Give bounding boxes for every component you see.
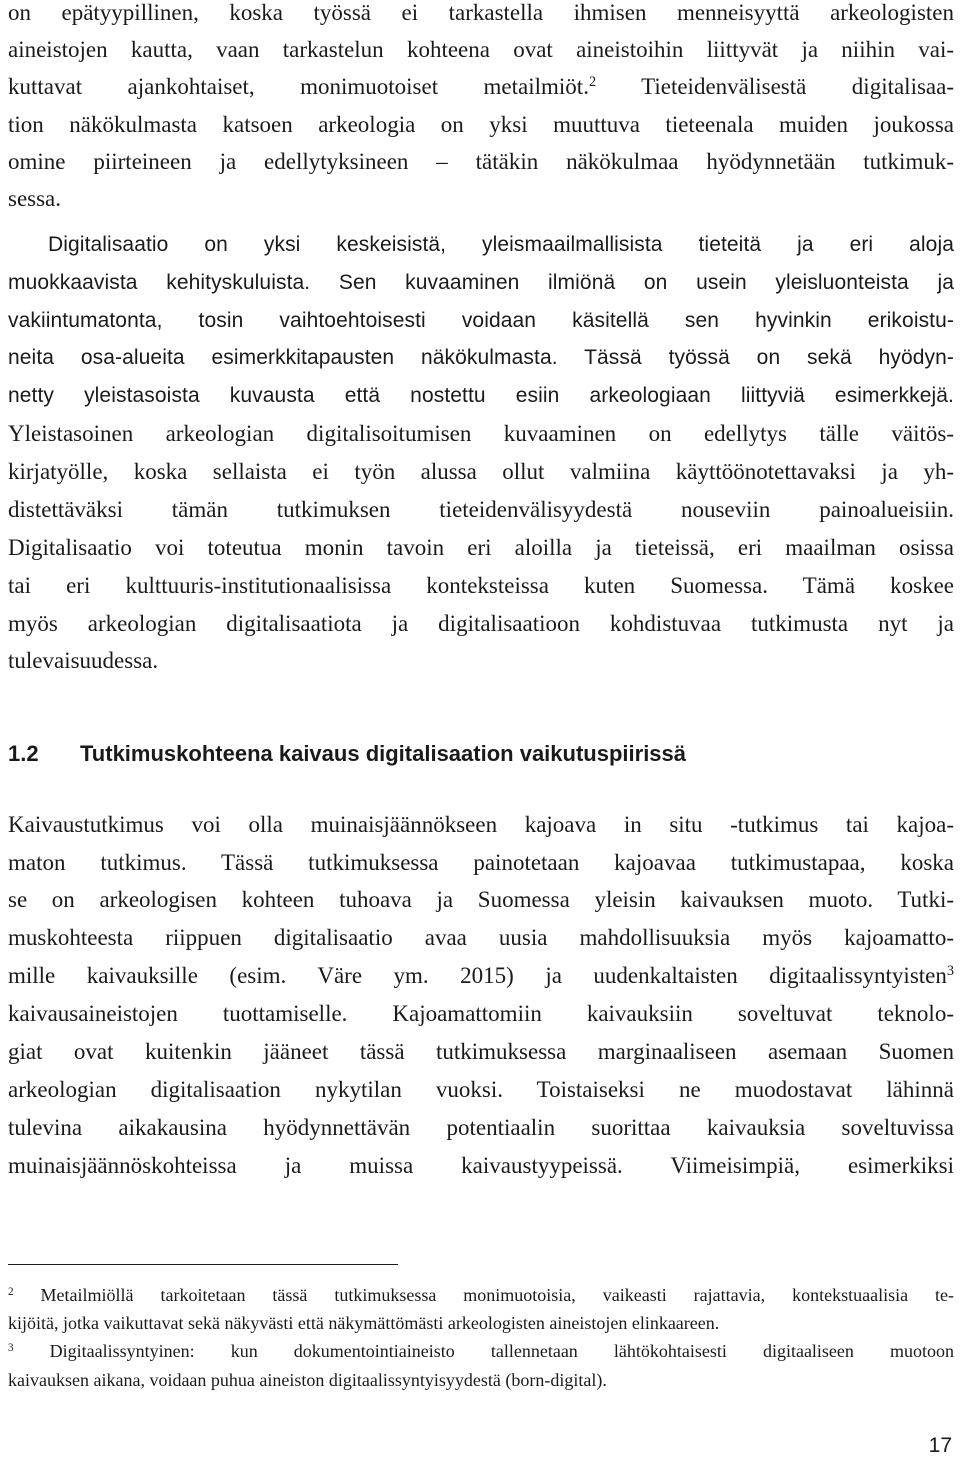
footnote-text: Metailmiöllä tarkoitetaan tässä tutkimuksessa monimuotoisia, vaikeasti rajattavia, kontekstuaalisia te- [40,1285,955,1305]
footnote-reference: 3 [946,963,954,979]
body-line: Kaivaustutkimus voi olla muinaisjäännökseen kajoava in situ -tutkimus tai kajoa- [8,812,954,837]
section-heading [8,738,686,770]
body-line: maton tutkimus. Tässä tutkimuksessa painotetaan kajoavaa tutkimustapaa, koska [8,850,954,875]
body-line: Yleistasoinen arkeologian digitalisoitumisen kuvaaminen on edellytys tälle väitös- [8,421,954,446]
body-line: Digitalisaatio on yksi keskeisistä, yleismaailmallisista tieteitä ja eri aloja [48,233,954,256]
body-line: vakiintumatonta, tosin vaihtoehtoisesti voidaan käsitellä sen hyvinkin erikoistu- [8,309,954,332]
body-line: muokkaavista kehityskuluista. Sen kuvaaminen ilmiönä on usein yleisluonteista ja [8,271,954,294]
body-text: kuttavat ajankohtaiset, monimuotoiset metailmiöt. [8,74,589,99]
body-line: arkeologian digitalisaation nykytilan vuoksi. Toistaiseksi ne muodostavat lähinnä [8,1077,954,1102]
body-line: Digitalisaatio voi toteutua monin tavoin eri aloilla ja tieteissä, eri maailman osissa [8,535,954,560]
body-text: mille kaivauksille (esim. Väre ym. 2015) ja uudenkaltaisten digitaalissyntyisten [8,963,947,988]
body-line: muinaisjäännöskohteissa ja muissa kaivaustyypeissä. Viimeisimpiä, esimerkiksi [8,1153,954,1178]
body-line: myös arkeologian digitalisaatiota ja digitalisaatioon kohdistuvaa tutkimusta nyt ja [8,611,954,636]
body-line [8,960,954,992]
body-line: muskohteesta riippuen digitalisaatio avaa uusia mahdollisuuksia myös kajoamatto- [8,925,954,950]
body-line: tai eri kulttuuris-institutionaalisissa konteksteissa kuten Suomessa. Tämä koskee [8,573,954,598]
footnote-line: kijöitä, jotka vaikuttavat sekä näkyvästi että näkymättömästi arkeologisten aineistojen elinkaareen. [8,1313,720,1333]
section-number: 1.2 [8,741,39,766]
body-line: sessa. [8,186,62,211]
body-line: aineistojen kautta, vaan tarkastelun kohteena ovat aineistoihin liittyvät ja niihin vai- [8,37,954,62]
body-line [8,71,954,103]
footnote-reference: 2 [588,74,597,90]
body-line: distettäväksi tämän tutkimuksen tieteidenvälisyydestä nouseviin painoalueisiin. [8,497,954,522]
body-line: tulevaisuudessa. [8,648,159,673]
body-line: kirjatyölle, koska sellaista ei työn alussa ollut valmiina käyttöönotettavaksi ja yh- [8,459,954,484]
footnote-marker: 3 [8,1342,14,1354]
page-number: 17 [928,1434,952,1457]
footnote-line [8,1281,954,1309]
footnote-line: kaivauksen aikana, voidaan puhua aineiston digitaalissyntyisyydestä (born-digital). [8,1370,607,1390]
body-line: tion näkökulmasta katsoen arkeologia on yksi muuttuva tieteenala muiden joukossa [8,112,954,137]
footnote-divider [8,1264,398,1265]
body-line: tulevina aikakausina hyödynnettävän potentiaalin suorittaa kaivauksia soveltuvissa [8,1115,954,1140]
body-line: se on arkeologisen kohteen tuhoava ja Suomessa yleisin kaivauksen muoto. Tutki- [8,887,954,912]
body-line: kaivausaineistojen tuottamiselle. Kajoamattomiin kaivauksiin soveltuvat teknolo- [8,1001,954,1026]
footnote-text: Digitaalissyntyinen: kun dokumentointiaineisto tallennetaan lähtökohtaisesti digitaaliseen muotoon [49,1341,954,1361]
section-title: Tutkimuskohteena kaivaus digitalisaation vaikutuspiirissä [80,741,687,766]
body-line: neita osa-alueita esimerkkitapausten näkökulmasta. Tässä työssä on sekä hyödyn- [8,346,954,369]
body-line: on epätyypillinen, koska työssä ei tarkastella ihmisen menneisyyttä arkeologisten [8,0,954,25]
body-line: giat ovat kuitenkin jääneet tässä tutkimuksessa marginaaliseen asemaan Suomen [8,1039,954,1064]
body-line: netty yleistasoista kuvausta että nostettu esiin arkeologiaan liittyviä esimerkkejä. [8,384,954,407]
body-text: Tieteidenvälisestä digitalisaa- [596,74,954,99]
footnote-line [8,1337,954,1365]
footnote-marker: 2 [8,1286,14,1298]
body-line: omine piirteineen ja edellytyksineen – tätäkin näkökulmaa hyödynnetään tutkimuk- [8,149,954,174]
